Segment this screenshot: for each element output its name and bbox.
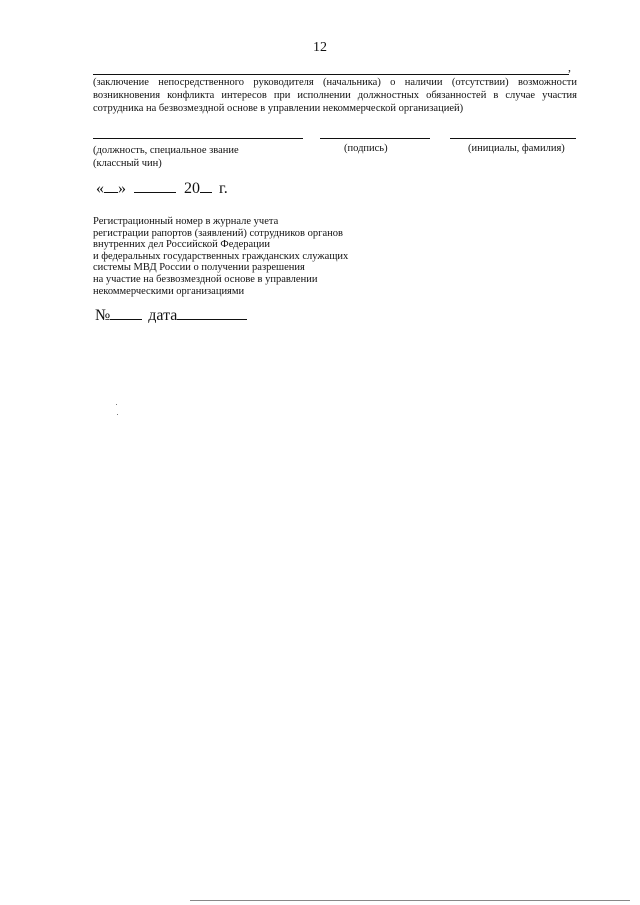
registration-caption <box>93 216 383 297</box>
year-suffix: г. <box>219 180 228 197</box>
trailing-comma: , <box>568 60 571 74</box>
page-number: 12 <box>313 40 327 55</box>
number-blank <box>110 305 142 320</box>
day-blank <box>104 178 118 193</box>
scan-speck <box>117 414 118 415</box>
scan-speck <box>116 404 117 405</box>
signature-blank-line <box>320 138 430 139</box>
registration-line: системы МВД России о получении разрешения <box>93 262 305 274</box>
name-label: (инициалы, фамилия) <box>468 143 565 154</box>
position-label-line2: (классный чин) <box>93 158 162 169</box>
position-blank-line <box>93 138 303 139</box>
date-label: дата <box>148 307 178 324</box>
registration-number-date <box>95 305 247 325</box>
registration-line: регистрации рапортов (заявлений) сотрудников органов <box>93 227 343 239</box>
number-label: № <box>95 307 111 324</box>
registration-line: внутренних дел Российской Федерации <box>93 239 271 251</box>
registration-line: Регистрационный номер в журнале учета <box>93 216 279 227</box>
date-blank <box>177 305 247 320</box>
registration-line: некоммерческими организациями <box>93 285 245 297</box>
registration-line: на участие на безвозмездной основе в управлении <box>93 273 318 285</box>
date-close-quote: » <box>118 180 126 197</box>
conclusion-blank-line <box>93 74 569 75</box>
scan-edge-line <box>190 900 630 901</box>
date-line <box>96 178 228 198</box>
year-prefix: 20 <box>184 180 200 197</box>
position-label <box>93 144 239 170</box>
position-label-line1: (должность, специальное звание <box>93 145 239 156</box>
registration-line: и федеральных государственных гражданских служащих <box>93 250 349 262</box>
year-blank <box>200 178 212 193</box>
month-blank <box>134 178 176 193</box>
signature-label: (подпись) <box>344 143 388 154</box>
name-blank-line <box>450 138 576 139</box>
conclusion-caption: (заключение непосредственного руководителя (начальника) о наличии (отсутствии) возможности возникновения конфликта интересов при исполнении должностных обязанностей в случае участия сотрудника на безвозмездной основе в управлении некоммерческой организацией) <box>93 77 577 114</box>
date-open-quote: « <box>96 180 104 197</box>
